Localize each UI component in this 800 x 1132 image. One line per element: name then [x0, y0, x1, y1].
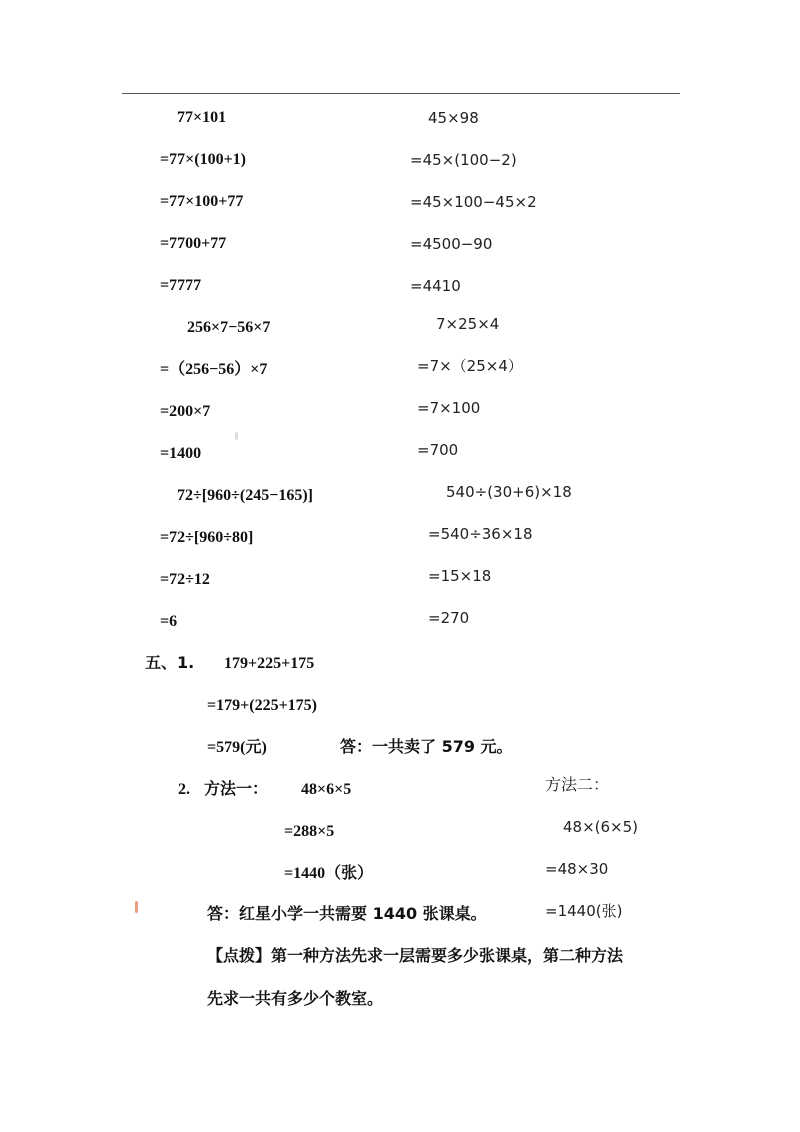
- q1-answer: 答：一共卖了 579 元。: [340, 737, 513, 756]
- hint-tag: 【点拨】: [207, 946, 272, 965]
- q1-expression: 179+225+175: [224, 655, 315, 672]
- q2-method1-label: 方法一：: [204, 779, 269, 798]
- left-p1-expression: 77×101: [177, 109, 227, 126]
- right-p1-expression: 45×98: [428, 109, 479, 127]
- hint-line-1: [207, 948, 623, 964]
- right-p3-step2: =15×18: [428, 567, 492, 585]
- right-p2-step1: =7×（25×4）: [417, 357, 523, 375]
- left-p3-expression: 72÷[960÷(245−165)]: [177, 487, 313, 504]
- left-p3-result: =6: [160, 613, 178, 630]
- q2-number: 2.: [178, 781, 190, 798]
- left-p2-result: =1400: [160, 445, 202, 462]
- right-p3-step1: =540÷36×18: [428, 525, 533, 543]
- q2-method1-result: =1440（张）: [284, 865, 374, 882]
- left-p2-step1: =（256−56）×7: [160, 361, 268, 378]
- q2-method2-result: =1440(张): [545, 902, 623, 920]
- left-p1-step3: =7700+77: [160, 235, 227, 252]
- header-rule: [122, 93, 680, 94]
- left-p3-step1: =72÷[960÷80]: [160, 529, 254, 546]
- right-p1-step1: =45×(100−2): [410, 151, 517, 169]
- left-p1-step2: =77×100+77: [160, 193, 244, 210]
- left-p2-expression: 256×7−56×7: [187, 319, 271, 336]
- right-p1-step2: =45×100−45×2: [410, 193, 537, 211]
- left-p3-step2: =72÷12: [160, 571, 210, 588]
- right-p1-step3: =4500−90: [410, 235, 493, 253]
- hint-text-1: 第一种方法先求一层需要多少张课桌，第二种方法: [271, 946, 624, 965]
- right-p2-result: =700: [417, 441, 459, 459]
- right-p3-expression: 540÷(30+6)×18: [446, 483, 572, 501]
- right-p3-result: =270: [428, 609, 470, 627]
- q2-method1-step1: =288×5: [284, 823, 335, 840]
- hint-line-2: 先求一共有多少个教室。: [207, 989, 384, 1008]
- left-p2-step2: =200×7: [160, 403, 211, 420]
- q1-result: =579(元): [207, 739, 267, 756]
- left-p1-step1: =77×(100+1): [160, 151, 247, 168]
- scan-artifact: [135, 901, 138, 913]
- q2-answer: 答：红星小学一共需要 1440 张课桌。: [207, 904, 487, 923]
- left-p1-result: =7777: [160, 277, 202, 294]
- q2-method1-expression: 48×6×5: [301, 781, 352, 798]
- q2-method2-step1: =48×30: [545, 860, 609, 878]
- scan-artifact: [235, 432, 238, 440]
- right-p1-result: =4410: [410, 277, 461, 295]
- q2-method2-expression: 48×(6×5): [563, 818, 639, 836]
- q1-step1: =179+(225+175): [207, 697, 318, 714]
- right-p2-expression: 7×25×4: [436, 315, 500, 333]
- section-five-heading: 五、1.: [145, 653, 195, 672]
- q2-method2-label: 方法二：: [545, 775, 610, 794]
- right-p2-step2: =7×100: [417, 399, 481, 417]
